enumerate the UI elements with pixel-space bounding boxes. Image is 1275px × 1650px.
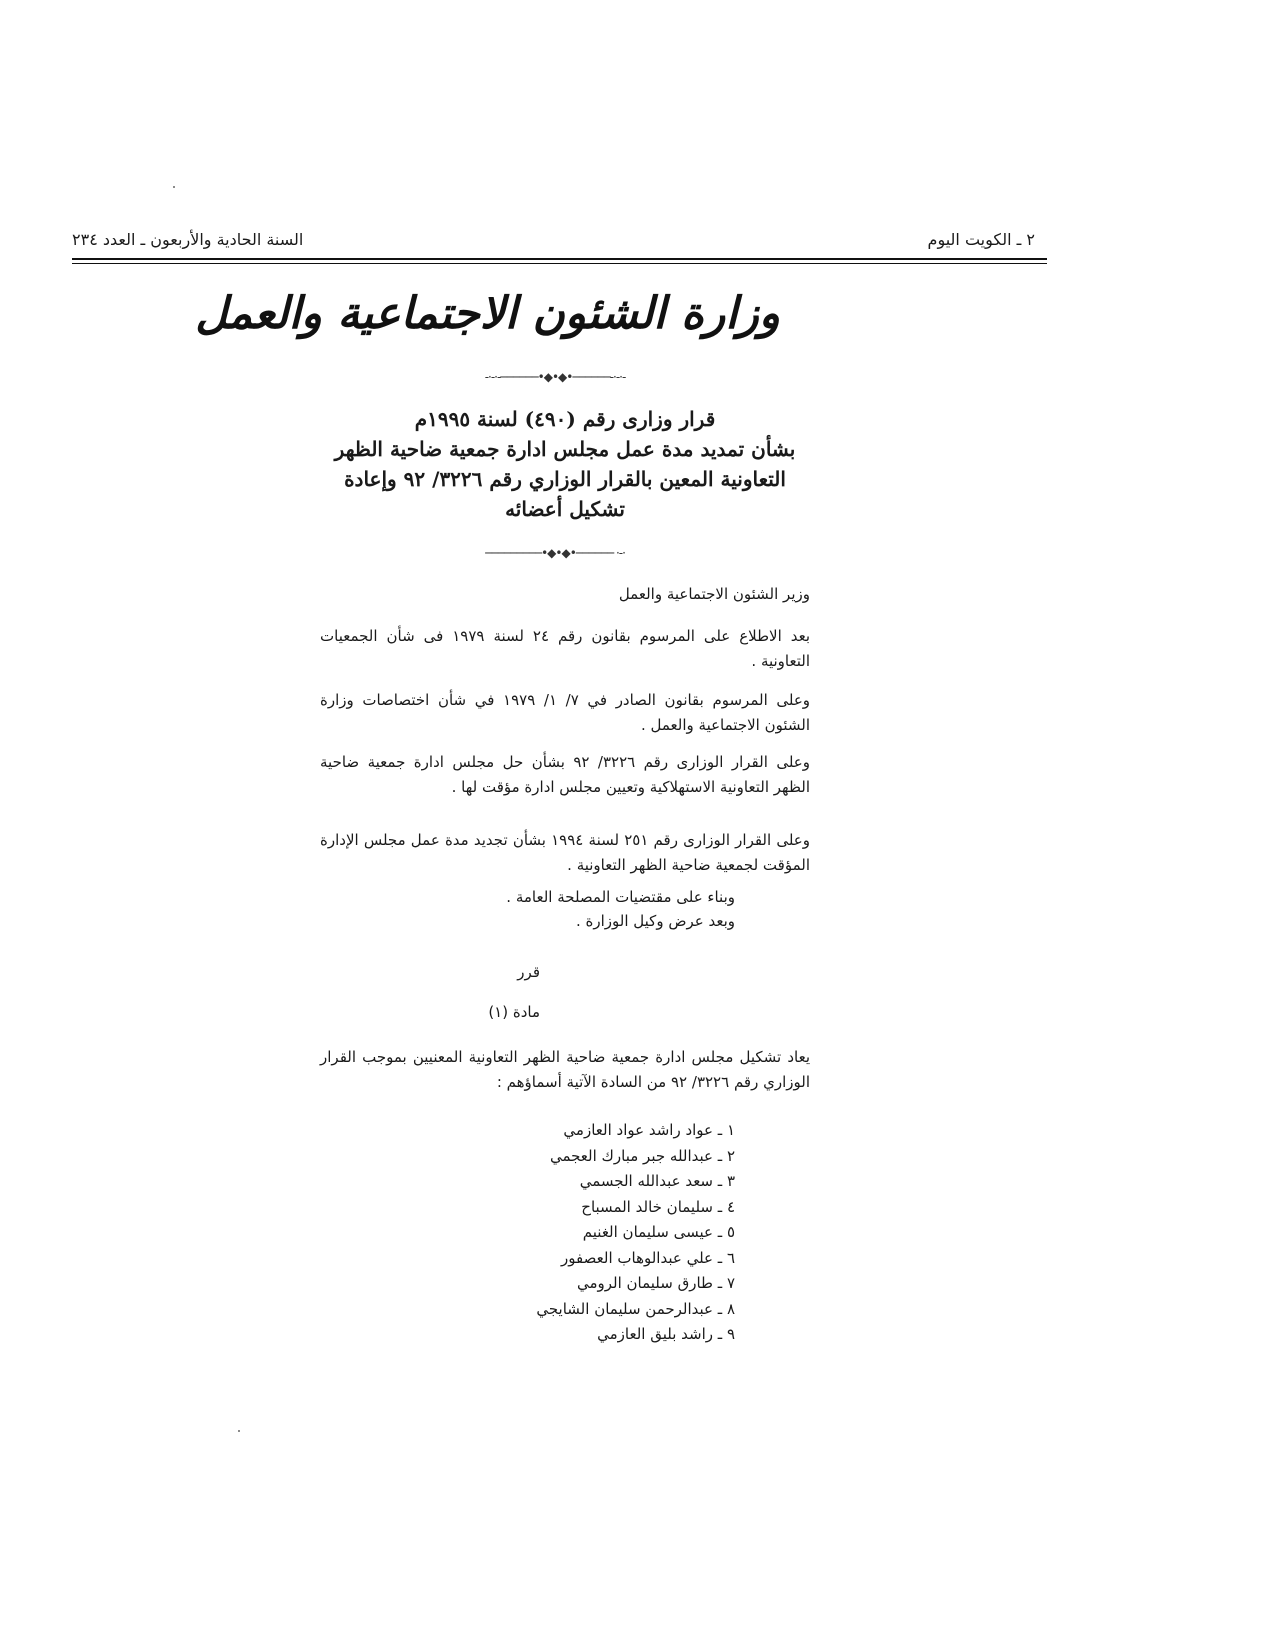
decree-title-line: قرار وزارى رقم (٤٩٠) لسنة ١٩٩٥م (414, 407, 716, 431)
header-rule (72, 258, 1047, 260)
preamble-line: وبعد عرض وكيل الوزارة . (575, 912, 735, 930)
decree-title-line: التعاونية المعين بالقرار الوزاري رقم ٣٢٢٦/ ٩٢ وإعادة (344, 467, 786, 491)
article-paragraph: يعاد تشكيل مجلس ادارة جمعية ضاحية الظهر التعاونية المعنيين بموجب القرار الوزاري رقم ٣٢٢٦/ ٩٢ من السادة الآتية أسماؤهم : (320, 1048, 810, 1091)
decree-title-line: بشأن تمديد مدة عمل مجلس ادارة جمعية ضاحية الظهر (334, 437, 796, 461)
list-item: ٧ ـ طارق سليمان الرومي (576, 1274, 735, 1292)
preamble-paragraph: وعلى القرار الوزارى رقم ٣٢٢٦/ ٩٢ بشأن حل مجلس ادارة جمعية ضاحية الظهر التعاونية الاستهلاكية وتعيين مجلس ادارة مؤقت لها . (320, 753, 810, 796)
list-item: ٤ ـ سليمان خالد المسباح (581, 1197, 735, 1216)
list-item: ٦ ـ علي عبدالوهاب العصفور (561, 1248, 735, 1267)
preamble-paragraph: بعد الاطلاع على المرسوم بقانون رقم ٢٤ لسنة ١٩٧٩ فى شأن الجمعيات التعاونية . (320, 627, 810, 670)
header-rule-thin (72, 263, 1047, 264)
preamble-paragraph: وعلى القرار الوزارى رقم ٢٥١ لسنة ١٩٩٤ بشأن تجديد مدة عمل مجلس الإدارة المؤقت لجمعية ضاحية الظهر التعاونية . (320, 831, 810, 874)
list-item: ٨ ـ عبدالرحمن سليمان الشايجي (536, 1299, 735, 1318)
list-item: ٩ ـ راشد بليق العازمي (597, 1325, 735, 1343)
scan-speck (173, 186, 175, 188)
member-list (536, 1118, 735, 1348)
decree-title-line: تشكيل أعضائه (505, 497, 625, 521)
preamble-paragraph: وعلى المرسوم بقانون الصادر في ٧/ ١/ ١٩٧٩ في شأن اختصاصات وزارة الشئون الاجتماعية والعمل . (320, 691, 811, 734)
minister-line: وزير الشئون الاجتماعية والعمل (618, 585, 810, 603)
list-item: ١ ـ عواد راشد عواد العازمي (563, 1121, 735, 1139)
list-item: ٢ ـ عبدالله جبر مبارك العجمي (549, 1146, 735, 1165)
ornament-divider: ─────────•◆•◆•────── ·-· (485, 546, 625, 560)
ministry-heading: وزارة الشئون الاجتماعية والعمل (195, 288, 780, 339)
decided-heading: قرر (517, 963, 540, 981)
article-heading: مادة (١) (488, 1003, 540, 1021)
list-item: ٣ ـ سعد عبدالله الجسمي (579, 1172, 735, 1190)
running-header-title: ٢ ـ الكويت اليوم (927, 230, 1035, 249)
ornament-divider: -·-·-──────•◆•◆•──────-·-·- (484, 370, 626, 384)
list-item: ٥ ـ عيسى سليمان الغنيم (582, 1223, 735, 1241)
decree-title (320, 404, 810, 524)
running-header-issue: السنة الحادية والأربعون ـ العدد ٢٣٤ (72, 230, 304, 249)
preamble-line: وبناء على مقتضيات المصلحة العامة . (506, 888, 735, 906)
scan-speck (238, 1430, 240, 1432)
